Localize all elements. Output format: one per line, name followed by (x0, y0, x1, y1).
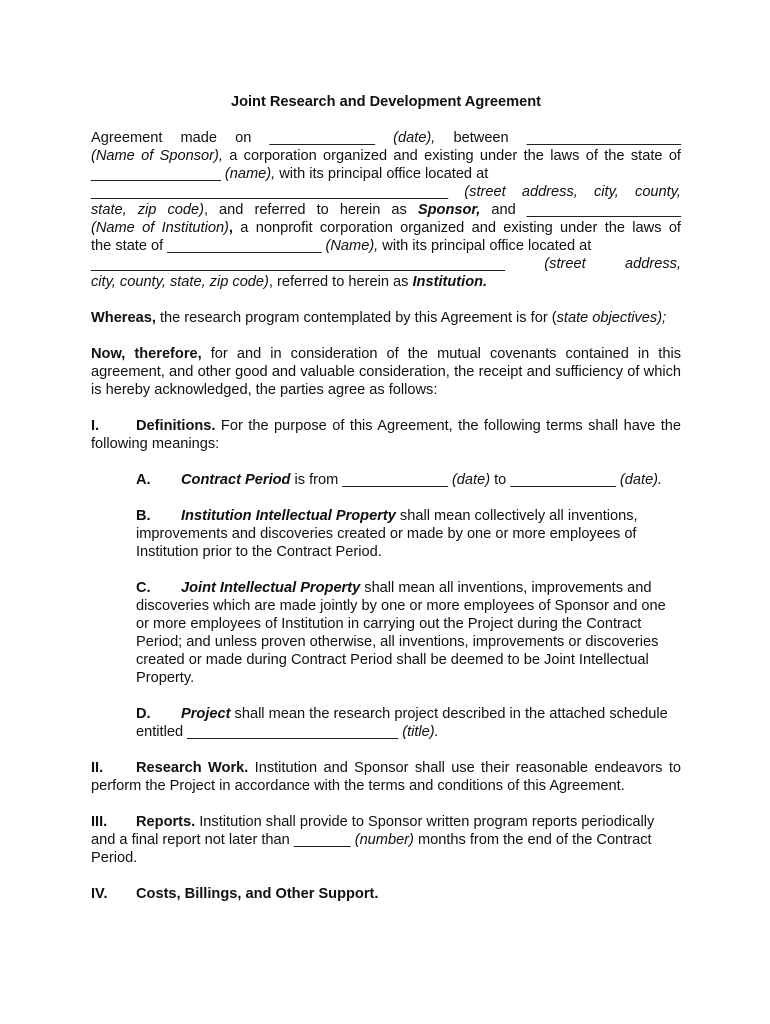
intro-line-4: ____________________________________________ (street address, city, county, (91, 184, 681, 200)
intro-line-6: (Name of Institution), a nonprofit corporation organized and existing under the laws of (91, 220, 681, 236)
section-research-work: II. Research Work. Institution and Sponsor shall use their reasonable endeavors to perform the Project in accordance with the terms and conditions of this Agreement. (91, 760, 681, 794)
intro-paragraph (91, 129, 681, 291)
document-body (91, 93, 681, 921)
intro-line-8: ___________________________________________________ (street address, (91, 256, 681, 272)
intro-line-9: city, county, state, zip code), referred to herein as Institution. (91, 274, 488, 290)
intro-line-1: Agreement made on _____________ (date), between ___________________ (91, 130, 682, 146)
intro-line-7: the state of ___________________ (Name), with its principal office located at (91, 238, 592, 254)
definition-institution-ip: B. Institution Intellectual Property shall mean collectively all inventions, improvements and discoveries created or made by one or more employees of Institution prior to the Contract Period. (136, 508, 638, 560)
definition-contract-period: A. Contract Period is from _____________ (date) to _____________ (date). (136, 472, 663, 488)
section-definitions: I. Definitions. For the purpose of this Agreement, the following terms shall have the following meanings: (91, 418, 681, 452)
document-title: Joint Research and Development Agreement (230, 94, 542, 110)
whereas-paragraph: Whereas, the research program contemplated by this Agreement is for (state objectives); (91, 310, 667, 326)
section-costs-billings: IV. Costs, Billings, and Other Support. (91, 886, 379, 902)
intro-line-3: ________________ (name), with its principal office located at (91, 166, 489, 182)
now-therefore-paragraph: Now, therefore, for and in consideration of the mutual covenants contained in this agreement, and other good and valuable consideration, the receipt and sufficiency of which is hereby acknowledged, the parties agree as follows: (91, 346, 681, 398)
intro-line-2: (Name of Sponsor), a corporation organized and existing under the laws of the state of (91, 148, 681, 164)
intro-line-5: state, zip code), and referred to herein as Sponsor, and ___________________ (91, 202, 682, 218)
definition-project: D. Project shall mean the research project described in the attached schedule entitled __________________________ (title). (136, 706, 668, 740)
definition-joint-ip: C. Joint Intellectual Property shall mean all inventions, improvements and discoveries which are made jointly by one or more employees of Sponsor and one or more employees of Institution in carrying out the Project during the Contract Period; and unless proven otherwise, all inventions, improvements or discoveries created or made during Contract Period shall be deemed to be Joint Intellectual Property. (136, 580, 666, 686)
section-reports: III. Reports. Institution shall provide to Sponsor written program reports periodically and a final report not later than _______ (number) months from the end of the Contract Period. (91, 814, 655, 866)
